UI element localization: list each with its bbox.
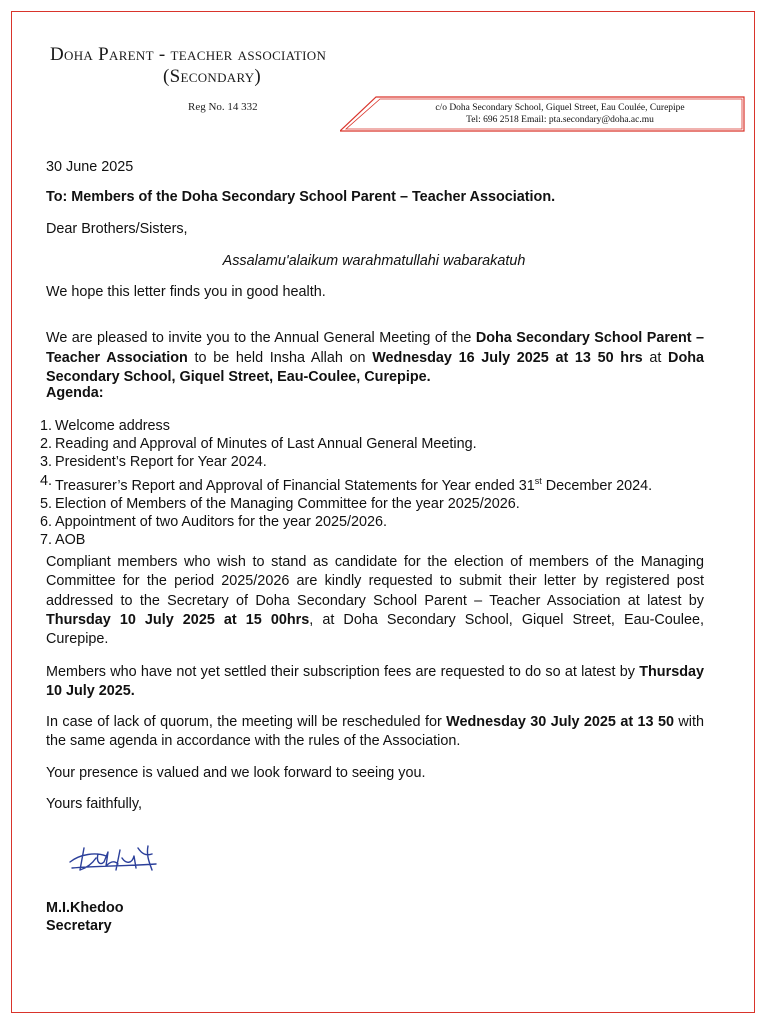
- agenda-item-text-main: Treasurer’s Report and Approval of Financial Statements for Year ended 31: [55, 477, 535, 494]
- agenda-item-text: Welcome address: [55, 418, 170, 434]
- agenda-item-text: Election of Members of the Managing Committee for the year 2025/2026.: [55, 495, 520, 512]
- letterhead-address: c/o Doha Secondary School, Giquel Street, Eau Coulée, Curepipe: [435, 103, 685, 113]
- invite-bold-venue: Doha Secondary School, Giquel Street, Eau-Coulee, Curepipe.: [46, 349, 705, 386]
- invite-bold-association: Doha Secondary School Parent – Teacher Association: [46, 330, 704, 366]
- agenda-item-number: 1.: [40, 418, 53, 434]
- agenda-item-text-after: December 2024.: [541, 477, 653, 494]
- presence-line: Your presence is valued and we look forward to seeing you.: [46, 765, 426, 781]
- opening-line: We hope this letter finds you in good health.: [46, 284, 326, 300]
- agenda-item: [40, 513, 652, 531]
- agenda-item-number: 4.: [40, 472, 53, 489]
- fees-text: Members who have not yet settled their subscription fees are requested to do so at latest by: [46, 664, 640, 680]
- agenda-item: [40, 417, 652, 435]
- quorum-text-1: In case of lack of quorum, the meeting will be rescheduled for: [46, 714, 447, 730]
- invite-bold-datetime: Wednesday 16 July 2025 at 13 50 hrs: [372, 349, 643, 366]
- agenda-item: [40, 453, 652, 471]
- invitation-paragraph: [46, 329, 704, 388]
- greeting-text: Assalamu'alaikum warahmatullahi wabarakatuh: [222, 253, 526, 269]
- signatory-block: [46, 899, 124, 935]
- signatory-name: M.I.Khedoo: [46, 900, 124, 916]
- agenda-item-text: [55, 472, 652, 495]
- fees-bold-deadline: Thursday 10 July 2025.: [46, 664, 704, 700]
- letterhead-title-line1: Doha Parent - teacher association: [50, 44, 327, 65]
- signatory-title: Secretary: [46, 918, 112, 934]
- salutation: Dear Brothers/Sisters,: [46, 221, 188, 237]
- letterhead-contact: Tel: 696 2518 Email: pta.secondary@doha.ac.mu: [466, 115, 654, 125]
- quorum-bold-date: Wednesday 30 July 2025 at 13 50: [446, 714, 674, 730]
- greeting: [0, 253, 768, 269]
- agenda-item: [40, 495, 652, 513]
- agenda-item-number: 3.: [40, 454, 53, 471]
- candidates-bold-deadline: Thursday 10 July 2025 at 15 00hrs: [46, 611, 310, 628]
- agenda-heading: Agenda:: [46, 385, 104, 401]
- invite-text-3: at: [642, 349, 669, 366]
- agenda-item-text: Reading and Approval of Minutes of Last Annual General Meeting.: [55, 436, 477, 453]
- closing-line: Yours faithfully,: [46, 796, 142, 812]
- letterhead-address-block: [395, 102, 725, 126]
- letterhead-title-line2: (Secondary): [163, 66, 262, 87]
- agenda-item: [40, 531, 652, 549]
- agenda-item-text: AOB: [55, 532, 86, 549]
- agenda-item-number: 7.: [40, 532, 53, 549]
- quorum-text-2: with the same agenda in accordance with the rules of the Association.: [46, 714, 704, 750]
- candidates-paragraph: [46, 553, 704, 649]
- agenda-item-number: 2.: [40, 436, 53, 453]
- signature-image: [66, 840, 166, 880]
- agenda-item-text: Appointment of two Auditors for the year 2025/2026.: [55, 513, 387, 530]
- invite-text-1: We are pleased to invite you to the Annual General Meeting of the: [46, 330, 476, 347]
- candidates-text-1: Compliant members who wish to stand as candidate for the election of members of the Managing Committee for the period 2025/2026 are kindly requested to submit their letter by registered post addressed to the Secretary of Doha Secondary School Parent – Teacher Association at latest by: [46, 554, 704, 609]
- agenda-item-number: 6.: [40, 513, 53, 530]
- agenda-list: [40, 417, 652, 549]
- letter-date: 30 June 2025: [46, 159, 134, 175]
- letterhead-title: [50, 44, 410, 88]
- agenda-item-text: President’s Report for Year 2024.: [55, 454, 267, 471]
- recipient-line: To: Members of the Doha Secondary School Parent – Teacher Association.: [46, 189, 556, 205]
- agenda-item-number: 5.: [40, 495, 53, 512]
- agenda-item: [40, 472, 652, 495]
- agenda-item: [40, 435, 652, 453]
- invite-text-2: to be held Insha Allah on: [187, 349, 373, 366]
- candidates-text-2: , at Doha Secondary School, Giquel Street, Eau-Coulee, Curepipe.: [46, 611, 704, 648]
- quorum-paragraph: [46, 713, 704, 752]
- registration-number: Reg No. 14 332: [188, 101, 258, 113]
- fees-paragraph: [46, 663, 704, 702]
- agenda-item-superscript: st: [534, 475, 542, 486]
